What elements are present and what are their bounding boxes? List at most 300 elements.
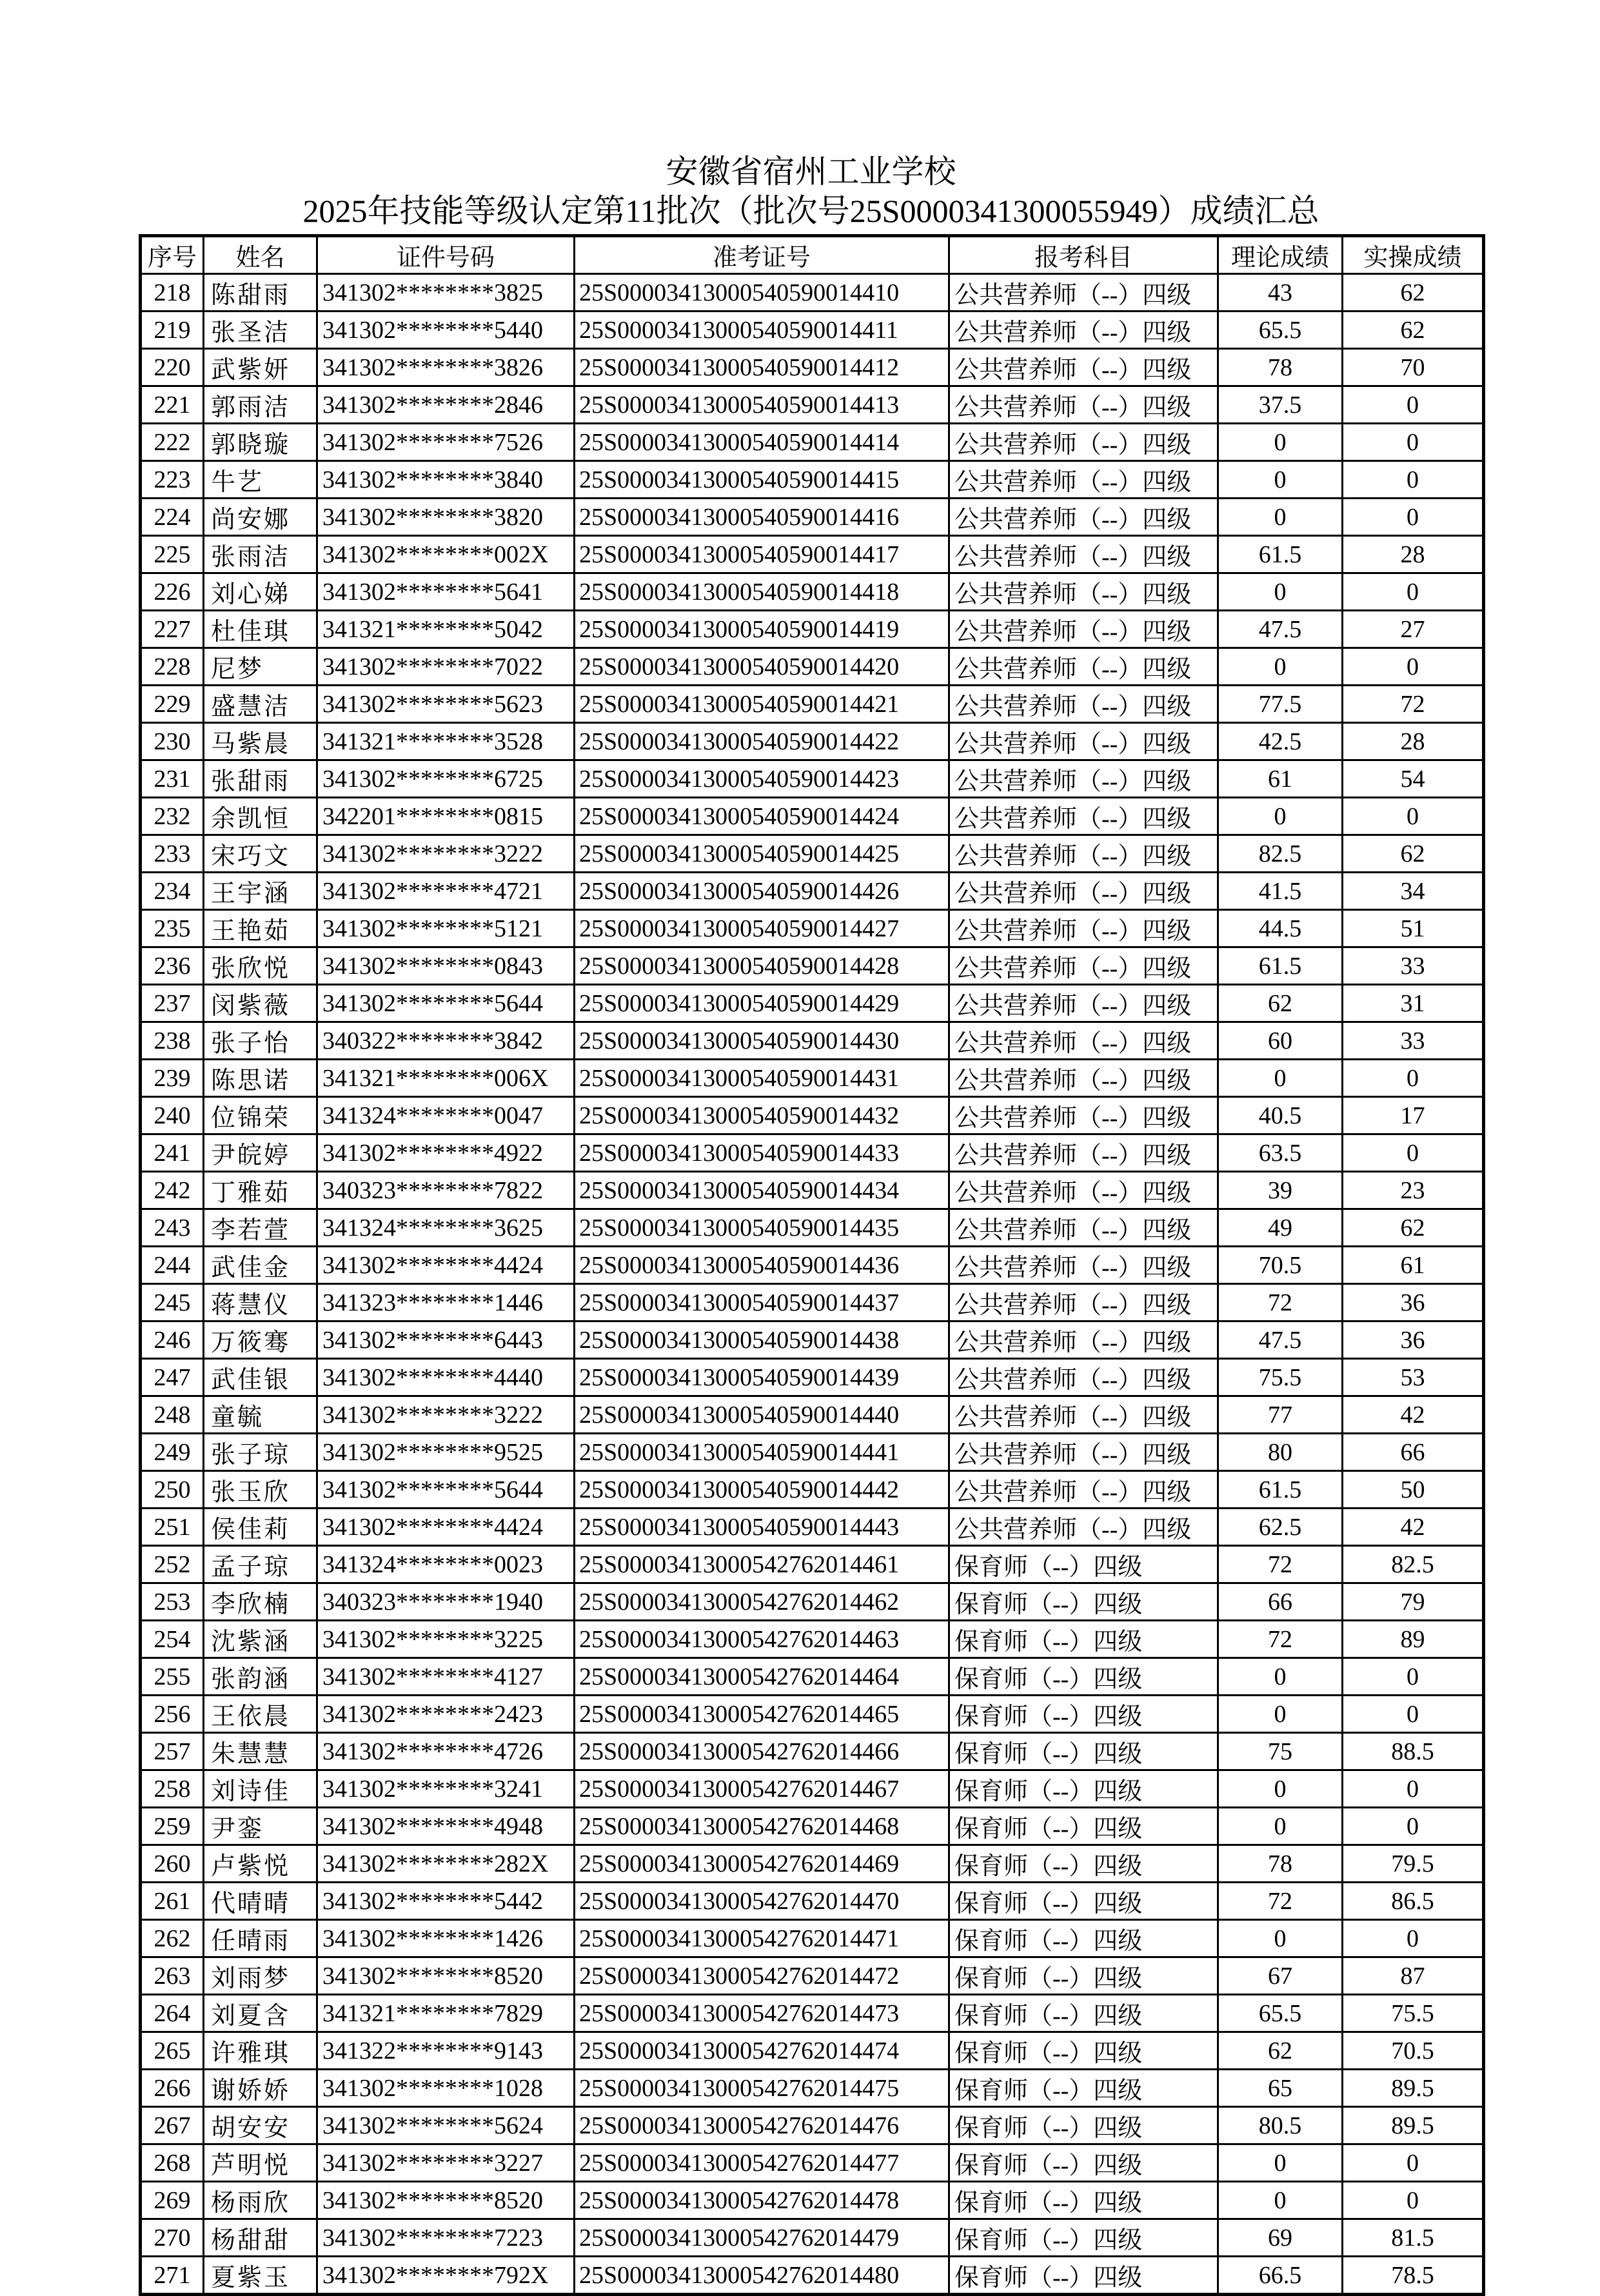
table-row xyxy=(141,1733,1484,1770)
seq-cell: 236 xyxy=(141,947,204,985)
seq-cell: 261 xyxy=(141,1883,204,1920)
subject-cell: 公共营养师（--）四级 xyxy=(949,1359,1218,1396)
table-row xyxy=(141,1172,1484,1209)
col-header-name: 姓名 xyxy=(204,236,317,274)
theory-score-cell: 39 xyxy=(1218,1172,1343,1209)
name-cell: 王艳茹 xyxy=(204,910,317,947)
seq-cell: 241 xyxy=(141,1134,204,1172)
subject-cell: 公共营养师（--）四级 xyxy=(949,910,1218,947)
exam-number-cell: 25S00003413000542762014477 xyxy=(575,2144,949,2182)
exam-number-cell: 25S00003413000540590014429 xyxy=(575,985,949,1022)
exam-number-cell: 25S00003413000540590014438 xyxy=(575,1321,949,1359)
name-cell: 侯佳莉 xyxy=(204,1509,317,1546)
exam-number-cell: 25S00003413000540590014428 xyxy=(575,947,949,985)
subject-cell: 公共营养师（--）四级 xyxy=(949,835,1218,873)
theory-score-cell: 40.5 xyxy=(1218,1097,1343,1134)
id-number-cell: 341302********4127 xyxy=(317,1658,575,1696)
theory-score-cell: 0 xyxy=(1218,424,1343,461)
subject-cell: 保育师（--）四级 xyxy=(949,1995,1218,2032)
id-number-cell: 341302********3222 xyxy=(317,1396,575,1434)
theory-score-cell: 82.5 xyxy=(1218,835,1343,873)
theory-score-cell: 0 xyxy=(1218,2182,1343,2219)
practical-score-cell: 33 xyxy=(1343,1022,1484,1060)
seq-cell: 232 xyxy=(141,798,204,835)
subject-cell: 保育师（--）四级 xyxy=(949,1808,1218,1845)
table-row xyxy=(141,2032,1484,2070)
subject-cell: 保育师（--）四级 xyxy=(949,2070,1218,2107)
theory-score-cell: 47.5 xyxy=(1218,1321,1343,1359)
theory-score-cell: 65.5 xyxy=(1218,1995,1343,2032)
name-cell: 张玉欣 xyxy=(204,1471,317,1509)
exam-number-cell: 25S00003413000542762014467 xyxy=(575,1770,949,1808)
name-cell: 尼梦 xyxy=(204,648,317,686)
seq-cell: 228 xyxy=(141,648,204,686)
subject-cell: 公共营养师（--）四级 xyxy=(949,947,1218,985)
practical-score-cell: 0 xyxy=(1343,386,1484,424)
seq-cell: 253 xyxy=(141,1583,204,1621)
theory-score-cell: 66.5 xyxy=(1218,2257,1343,2295)
id-number-cell: 340323********7822 xyxy=(317,1172,575,1209)
name-cell: 位锦荣 xyxy=(204,1097,317,1134)
table-row xyxy=(141,1658,1484,1696)
subject-cell: 公共营养师（--）四级 xyxy=(949,424,1218,461)
theory-score-cell: 49 xyxy=(1218,1209,1343,1247)
id-number-cell: 341302********1426 xyxy=(317,1920,575,1957)
name-cell: 李欣楠 xyxy=(204,1583,317,1621)
document-subtitle: 2025年技能等级认定第11批次（批次号25S0000341300055949）成绩汇总 xyxy=(302,193,1319,229)
practical-score-cell: 0 xyxy=(1343,424,1484,461)
practical-score-cell: 36 xyxy=(1343,1321,1484,1359)
id-number-cell: 341302********3227 xyxy=(317,2144,575,2182)
practical-score-cell: 0 xyxy=(1343,499,1484,536)
subject-cell: 公共营养师（--）四级 xyxy=(949,1284,1218,1321)
subject-cell: 公共营养师（--）四级 xyxy=(949,573,1218,611)
practical-score-cell: 0 xyxy=(1343,1134,1484,1172)
seq-cell: 234 xyxy=(141,873,204,910)
exam-number-cell: 25S00003413000540590014417 xyxy=(575,536,949,573)
id-number-cell: 341302********4424 xyxy=(317,1247,575,1284)
subject-cell: 公共营养师（--）四级 xyxy=(949,648,1218,686)
table-row xyxy=(141,2144,1484,2182)
theory-score-cell: 61 xyxy=(1218,760,1343,798)
id-number-cell: 341302********0843 xyxy=(317,947,575,985)
seq-cell: 264 xyxy=(141,1995,204,2032)
seq-cell: 226 xyxy=(141,573,204,611)
seq-cell: 238 xyxy=(141,1022,204,1060)
seq-cell: 245 xyxy=(141,1284,204,1321)
exam-number-cell: 25S00003413000540590014424 xyxy=(575,798,949,835)
seq-cell: 271 xyxy=(141,2257,204,2295)
exam-number-cell: 25S00003413000540590014423 xyxy=(575,760,949,798)
name-cell: 芦明悦 xyxy=(204,2144,317,2182)
table-header xyxy=(141,236,1484,274)
table-row xyxy=(141,1808,1484,1845)
table-row xyxy=(141,760,1484,798)
exam-number-cell: 25S00003413000540590014433 xyxy=(575,1134,949,1172)
practical-score-cell: 62 xyxy=(1343,835,1484,873)
seq-cell: 244 xyxy=(141,1247,204,1284)
seq-cell: 247 xyxy=(141,1359,204,1396)
subject-cell: 公共营养师（--）四级 xyxy=(949,1060,1218,1097)
id-number-cell: 341302********9525 xyxy=(317,1434,575,1471)
table-row xyxy=(141,536,1484,573)
id-number-cell: 341302********3241 xyxy=(317,1770,575,1808)
theory-score-cell: 72 xyxy=(1218,1883,1343,1920)
id-number-cell: 341302********5121 xyxy=(317,910,575,947)
id-number-cell: 341302********5623 xyxy=(317,686,575,723)
name-cell: 牛艺 xyxy=(204,461,317,499)
exam-number-cell: 25S00003413000542762014471 xyxy=(575,1920,949,1957)
col-header-practical-score: 实操成绩 xyxy=(1343,236,1484,274)
seq-cell: 266 xyxy=(141,2070,204,2107)
exam-number-cell: 25S00003413000540590014412 xyxy=(575,349,949,386)
subject-cell: 公共营养师（--）四级 xyxy=(949,1134,1218,1172)
name-cell: 蒋慧仪 xyxy=(204,1284,317,1321)
exam-number-cell: 25S00003413000540590014440 xyxy=(575,1396,949,1434)
practical-score-cell: 31 xyxy=(1343,985,1484,1022)
id-number-cell: 341324********0047 xyxy=(317,1097,575,1134)
exam-number-cell: 25S00003413000540590014415 xyxy=(575,461,949,499)
id-number-cell: 341324********3625 xyxy=(317,1209,575,1247)
seq-cell: 219 xyxy=(141,312,204,349)
name-cell: 刘夏含 xyxy=(204,1995,317,2032)
exam-number-cell: 25S00003413000540590014442 xyxy=(575,1471,949,1509)
id-number-cell: 341302********002X xyxy=(317,536,575,573)
exam-number-cell: 25S00003413000540590014432 xyxy=(575,1097,949,1134)
subject-cell: 公共营养师（--）四级 xyxy=(949,499,1218,536)
table-row xyxy=(141,1434,1484,1471)
theory-score-cell: 42.5 xyxy=(1218,723,1343,760)
exam-number-cell: 25S00003413000542762014474 xyxy=(575,2032,949,2070)
id-number-cell: 341302********6725 xyxy=(317,760,575,798)
name-cell: 余凯恒 xyxy=(204,798,317,835)
name-cell: 刘诗佳 xyxy=(204,1770,317,1808)
theory-score-cell: 0 xyxy=(1218,2144,1343,2182)
subject-cell: 保育师（--）四级 xyxy=(949,1546,1218,1583)
name-cell: 许雅琪 xyxy=(204,2032,317,2070)
practical-score-cell: 42 xyxy=(1343,1396,1484,1434)
subject-cell: 公共营养师（--）四级 xyxy=(949,274,1218,312)
name-cell: 郭晓璇 xyxy=(204,424,317,461)
theory-score-cell: 78 xyxy=(1218,349,1343,386)
table-row xyxy=(141,1247,1484,1284)
id-number-cell: 341302********3225 xyxy=(317,1621,575,1658)
subject-cell: 保育师（--）四级 xyxy=(949,1733,1218,1770)
theory-score-cell: 62.5 xyxy=(1218,1509,1343,1546)
exam-number-cell: 25S00003413000540590014420 xyxy=(575,648,949,686)
practical-score-cell: 0 xyxy=(1343,2144,1484,2182)
seq-cell: 259 xyxy=(141,1808,204,1845)
exam-number-cell: 25S00003413000542762014475 xyxy=(575,2070,949,2107)
name-cell: 杜佳琪 xyxy=(204,611,317,648)
table-row xyxy=(141,499,1484,536)
theory-score-cell: 77 xyxy=(1218,1396,1343,1434)
name-cell: 张欣悦 xyxy=(204,947,317,985)
subject-cell: 保育师（--）四级 xyxy=(949,2032,1218,2070)
col-header-exam-number: 准考证号 xyxy=(575,236,949,274)
practical-score-cell: 89.5 xyxy=(1343,2107,1484,2144)
theory-score-cell: 72 xyxy=(1218,1621,1343,1658)
name-cell: 丁雅茹 xyxy=(204,1172,317,1209)
table-row xyxy=(141,1883,1484,1920)
id-number-cell: 341302********4721 xyxy=(317,873,575,910)
id-number-cell: 341302********282X xyxy=(317,1845,575,1883)
id-number-cell: 341321********3528 xyxy=(317,723,575,760)
subject-cell: 公共营养师（--）四级 xyxy=(949,1396,1218,1434)
col-header-subject: 报考科目 xyxy=(949,236,1218,274)
exam-number-cell: 25S00003413000540590014414 xyxy=(575,424,949,461)
practical-score-cell: 82.5 xyxy=(1343,1546,1484,1583)
name-cell: 刘雨梦 xyxy=(204,1957,317,1995)
id-number-cell: 341302********8520 xyxy=(317,1957,575,1995)
seq-cell: 220 xyxy=(141,349,204,386)
practical-score-cell: 62 xyxy=(1343,312,1484,349)
practical-score-cell: 88.5 xyxy=(1343,1733,1484,1770)
table-row xyxy=(141,2182,1484,2219)
theory-score-cell: 80 xyxy=(1218,1434,1343,1471)
subject-cell: 公共营养师（--）四级 xyxy=(949,1209,1218,1247)
subject-cell: 公共营养师（--）四级 xyxy=(949,611,1218,648)
practical-score-cell: 0 xyxy=(1343,573,1484,611)
seq-cell: 249 xyxy=(141,1434,204,1471)
name-cell: 万筱骞 xyxy=(204,1321,317,1359)
id-number-cell: 341321********5042 xyxy=(317,611,575,648)
practical-score-cell: 0 xyxy=(1343,1696,1484,1733)
name-cell: 闵紫薇 xyxy=(204,985,317,1022)
subject-cell: 公共营养师（--）四级 xyxy=(949,686,1218,723)
name-cell: 张子怡 xyxy=(204,1022,317,1060)
theory-score-cell: 67 xyxy=(1218,1957,1343,1995)
header-row xyxy=(141,236,1484,274)
exam-number-cell: 25S00003413000540590014411 xyxy=(575,312,949,349)
table-row xyxy=(141,1546,1484,1583)
seq-cell: 229 xyxy=(141,686,204,723)
exam-number-cell: 25S00003413000540590014431 xyxy=(575,1060,949,1097)
name-cell: 王依晨 xyxy=(204,1696,317,1733)
exam-number-cell: 25S00003413000540590014435 xyxy=(575,1209,949,1247)
id-number-cell: 341302********5624 xyxy=(317,2107,575,2144)
seq-cell: 267 xyxy=(141,2107,204,2144)
practical-score-cell: 28 xyxy=(1343,536,1484,573)
subject-cell: 保育师（--）四级 xyxy=(949,1770,1218,1808)
seq-cell: 237 xyxy=(141,985,204,1022)
seq-cell: 255 xyxy=(141,1658,204,1696)
table-row xyxy=(141,985,1484,1022)
name-cell: 杨甜甜 xyxy=(204,2219,317,2257)
id-number-cell: 341302********3222 xyxy=(317,835,575,873)
practical-score-cell: 0 xyxy=(1343,648,1484,686)
name-cell: 尚安娜 xyxy=(204,499,317,536)
exam-number-cell: 25S00003413000542762014478 xyxy=(575,2182,949,2219)
id-number-cell: 341302********3826 xyxy=(317,349,575,386)
seq-cell: 227 xyxy=(141,611,204,648)
table-row xyxy=(141,424,1484,461)
practical-score-cell: 54 xyxy=(1343,760,1484,798)
table-row xyxy=(141,611,1484,648)
id-number-cell: 341321********7829 xyxy=(317,1995,575,2032)
theory-score-cell: 0 xyxy=(1218,1808,1343,1845)
name-cell: 沈紫涵 xyxy=(204,1621,317,1658)
practical-score-cell: 23 xyxy=(1343,1172,1484,1209)
id-number-cell: 341302********4440 xyxy=(317,1359,575,1396)
exam-number-cell: 25S00003413000540590014419 xyxy=(575,611,949,648)
seq-cell: 242 xyxy=(141,1172,204,1209)
id-number-cell: 341302********6443 xyxy=(317,1321,575,1359)
seq-cell: 257 xyxy=(141,1733,204,1770)
subject-cell: 公共营养师（--）四级 xyxy=(949,1247,1218,1284)
seq-cell: 269 xyxy=(141,2182,204,2219)
exam-number-cell: 25S00003413000542762014468 xyxy=(575,1808,949,1845)
name-cell: 张子琼 xyxy=(204,1434,317,1471)
seq-cell: 218 xyxy=(141,274,204,312)
seq-cell: 251 xyxy=(141,1509,204,1546)
subject-cell: 保育师（--）四级 xyxy=(949,1883,1218,1920)
exam-number-cell: 25S00003413000542762014479 xyxy=(575,2219,949,2257)
exam-number-cell: 25S00003413000540590014430 xyxy=(575,1022,949,1060)
table-row xyxy=(141,1957,1484,1995)
id-number-cell: 341302********5641 xyxy=(317,573,575,611)
name-cell: 武紫妍 xyxy=(204,349,317,386)
id-number-cell: 341302********792X xyxy=(317,2257,575,2295)
theory-score-cell: 62 xyxy=(1218,2032,1343,2070)
practical-score-cell: 27 xyxy=(1343,611,1484,648)
seq-cell: 223 xyxy=(141,461,204,499)
name-cell: 杨雨欣 xyxy=(204,2182,317,2219)
subject-cell: 公共营养师（--）四级 xyxy=(949,461,1218,499)
name-cell: 卢紫悦 xyxy=(204,1845,317,1883)
seq-cell: 250 xyxy=(141,1471,204,1509)
id-number-cell: 342201********0815 xyxy=(317,798,575,835)
exam-number-cell: 25S00003413000542762014464 xyxy=(575,1658,949,1696)
subject-cell: 保育师（--）四级 xyxy=(949,1658,1218,1696)
exam-number-cell: 25S00003413000540590014441 xyxy=(575,1434,949,1471)
table-row xyxy=(141,1022,1484,1060)
table-row xyxy=(141,1770,1484,1808)
name-cell: 张圣洁 xyxy=(204,312,317,349)
subject-cell: 公共营养师（--）四级 xyxy=(949,1509,1218,1546)
seq-cell: 248 xyxy=(141,1396,204,1434)
practical-score-cell: 86.5 xyxy=(1343,1883,1484,1920)
name-cell: 刘心娣 xyxy=(204,573,317,611)
exam-number-cell: 25S00003413000540590014421 xyxy=(575,686,949,723)
table-row xyxy=(141,723,1484,760)
document-title: 安徽省宿州工业学校 xyxy=(666,153,956,190)
col-header-theory-score: 理论成绩 xyxy=(1218,236,1343,274)
theory-score-cell: 70.5 xyxy=(1218,1247,1343,1284)
seq-cell: 258 xyxy=(141,1770,204,1808)
subject-cell: 公共营养师（--）四级 xyxy=(949,1022,1218,1060)
theory-score-cell: 0 xyxy=(1218,1920,1343,1957)
exam-number-cell: 25S00003413000540590014436 xyxy=(575,1247,949,1284)
exam-number-cell: 25S00003413000542762014469 xyxy=(575,1845,949,1883)
table-row xyxy=(141,2070,1484,2107)
practical-score-cell: 89.5 xyxy=(1343,2070,1484,2107)
exam-number-cell: 25S00003413000540590014434 xyxy=(575,1172,949,1209)
theory-score-cell: 62 xyxy=(1218,985,1343,1022)
practical-score-cell: 61 xyxy=(1343,1247,1484,1284)
table-row xyxy=(141,1696,1484,1733)
exam-number-cell: 25S00003413000542762014466 xyxy=(575,1733,949,1770)
subject-cell: 公共营养师（--）四级 xyxy=(949,1471,1218,1509)
practical-score-cell: 70 xyxy=(1343,349,1484,386)
exam-number-cell: 25S00003413000542762014462 xyxy=(575,1583,949,1621)
table-row xyxy=(141,1396,1484,1434)
practical-score-cell: 0 xyxy=(1343,1808,1484,1845)
exam-number-cell: 25S00003413000540590014422 xyxy=(575,723,949,760)
practical-score-cell: 0 xyxy=(1343,798,1484,835)
practical-score-cell: 78.5 xyxy=(1343,2257,1484,2295)
seq-cell: 252 xyxy=(141,1546,204,1583)
theory-score-cell: 61.5 xyxy=(1218,1471,1343,1509)
table-row xyxy=(141,573,1484,611)
exam-number-cell: 25S00003413000542762014463 xyxy=(575,1621,949,1658)
name-cell: 尹銮 xyxy=(204,1808,317,1845)
table-row xyxy=(141,1621,1484,1658)
id-number-cell: 340322********3842 xyxy=(317,1022,575,1060)
table-row xyxy=(141,274,1484,312)
subject-cell: 公共营养师（--）四级 xyxy=(949,798,1218,835)
id-number-cell: 341302********4948 xyxy=(317,1808,575,1845)
subject-cell: 公共营养师（--）四级 xyxy=(949,312,1218,349)
seq-cell: 221 xyxy=(141,386,204,424)
theory-score-cell: 69 xyxy=(1218,2219,1343,2257)
seq-cell: 240 xyxy=(141,1097,204,1134)
table-row xyxy=(141,1920,1484,1957)
table-row xyxy=(141,798,1484,835)
subject-cell: 保育师（--）四级 xyxy=(949,1583,1218,1621)
table-row xyxy=(141,349,1484,386)
practical-score-cell: 50 xyxy=(1343,1471,1484,1509)
subject-cell: 公共营养师（--）四级 xyxy=(949,349,1218,386)
practical-score-cell: 0 xyxy=(1343,2182,1484,2219)
id-number-cell: 341302********8520 xyxy=(317,2182,575,2219)
theory-score-cell: 66 xyxy=(1218,1583,1343,1621)
exam-number-cell: 25S00003413000540590014418 xyxy=(575,573,949,611)
table-row xyxy=(141,2257,1484,2295)
practical-score-cell: 81.5 xyxy=(1343,2219,1484,2257)
name-cell: 胡安安 xyxy=(204,2107,317,2144)
exam-number-cell: 25S00003413000540590014416 xyxy=(575,499,949,536)
theory-score-cell: 0 xyxy=(1218,1060,1343,1097)
exam-number-cell: 25S00003413000540590014443 xyxy=(575,1509,949,1546)
practical-score-cell: 17 xyxy=(1343,1097,1484,1134)
name-cell: 李若萱 xyxy=(204,1209,317,1247)
exam-number-cell: 25S00003413000542762014465 xyxy=(575,1696,949,1733)
theory-score-cell: 0 xyxy=(1218,1770,1343,1808)
practical-score-cell: 72 xyxy=(1343,686,1484,723)
exam-number-cell: 25S00003413000540590014439 xyxy=(575,1359,949,1396)
table-row xyxy=(141,1995,1484,2032)
exam-number-cell: 25S00003413000540590014437 xyxy=(575,1284,949,1321)
table-row xyxy=(141,1321,1484,1359)
name-cell: 谢娇娇 xyxy=(204,2070,317,2107)
practical-score-cell: 70.5 xyxy=(1343,2032,1484,2070)
id-number-cell: 341302********2423 xyxy=(317,1696,575,1733)
name-cell: 张甜雨 xyxy=(204,760,317,798)
table-row xyxy=(141,312,1484,349)
id-number-cell: 341302********3820 xyxy=(317,499,575,536)
name-cell: 代晴晴 xyxy=(204,1883,317,1920)
practical-score-cell: 62 xyxy=(1343,1209,1484,1247)
seq-cell: 222 xyxy=(141,424,204,461)
name-cell: 朱慧慧 xyxy=(204,1733,317,1770)
table-row xyxy=(141,873,1484,910)
id-number-cell: 341302********4922 xyxy=(317,1134,575,1172)
id-number-cell: 341321********006X xyxy=(317,1060,575,1097)
subject-cell: 保育师（--）四级 xyxy=(949,2107,1218,2144)
table-row xyxy=(141,1134,1484,1172)
name-cell: 盛慧洁 xyxy=(204,686,317,723)
